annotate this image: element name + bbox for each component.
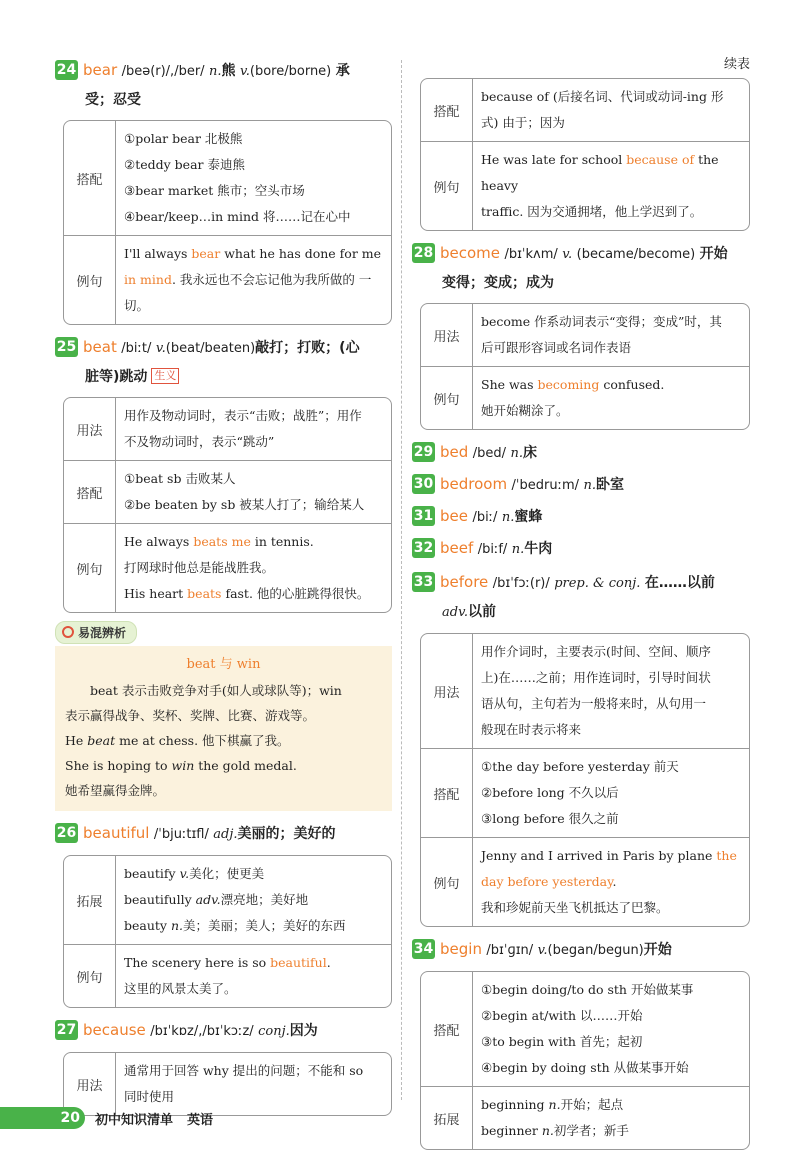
phonetic: /biːf/ xyxy=(477,542,508,557)
headword: bedroom xyxy=(440,475,508,493)
table-row xyxy=(421,748,749,837)
info-table xyxy=(63,120,392,325)
part-of-speech: adv. xyxy=(442,605,469,620)
row-label: 例句 xyxy=(421,838,473,926)
magnifier-icon xyxy=(62,626,74,638)
entry-beat xyxy=(55,333,392,613)
part-of-speech: v. xyxy=(239,64,250,79)
table-row xyxy=(64,398,391,460)
collocation: ③long before 很久之前 xyxy=(481,811,619,826)
table-row xyxy=(64,235,391,324)
part-of-speech: n. xyxy=(209,64,222,79)
table-row xyxy=(421,79,749,141)
collocation: ④bear/keep…in mind 将……记在心中 xyxy=(124,209,351,224)
confusable-title: 易混辨析 xyxy=(55,621,137,644)
phonetic: /bɪˈkʌm/ xyxy=(504,247,558,262)
row-label: 用法 xyxy=(421,634,473,748)
row-content xyxy=(116,461,391,523)
table-row xyxy=(64,121,391,235)
row-label: 搭配 xyxy=(64,121,116,235)
info-table xyxy=(420,971,750,1150)
entry-number: 24 xyxy=(56,62,77,78)
row-label: 拓展 xyxy=(64,856,116,944)
entry-head xyxy=(412,239,750,297)
part-of-speech: n. xyxy=(510,446,523,461)
collocation: ①beat sb 击败某人 xyxy=(124,471,236,486)
headword: bee xyxy=(440,507,468,525)
entry-become xyxy=(412,239,750,430)
info-table xyxy=(420,633,750,927)
headword: beat xyxy=(83,338,117,356)
row-content: beginning n.开始；起点 beginner n.初学者；新手 xyxy=(481,1097,629,1138)
collocation: ②teddy bear 泰迪熊 xyxy=(124,157,245,172)
entry-head xyxy=(55,333,392,391)
collocation: ②begin at/with 以……开始 xyxy=(481,1008,643,1023)
entry-number: 34 xyxy=(413,941,434,957)
entry-begin xyxy=(412,935,750,1150)
table-row xyxy=(64,1053,391,1115)
row-content xyxy=(116,121,391,235)
verb-forms: (became/become) xyxy=(576,247,696,262)
meaning-continued: 受；忍受 xyxy=(85,92,141,108)
meaning: 因为 xyxy=(289,1023,318,1039)
collocation: ④begin by doing sth 从做某事开始 xyxy=(481,1060,689,1075)
row-content: 用作介词时，主要表示(时间、空间、顺序 上)在……之前；用作连词时，引导时间状 语从句，主句若为一般将来时，从句用一 般现在时表示将来 xyxy=(481,644,711,737)
part-of-speech: v. xyxy=(537,943,548,958)
confusable-body: beat 与 win beat 表示击败竞争对手(如人或球队等)；win 表示赢得战争、奖杯、奖牌、比赛、游戏等。 He beat me at chess. 他下棋赢了我。 She is hoping to win the gold medal. 她希望赢得金牌。 xyxy=(55,646,392,811)
entry-head xyxy=(412,568,750,627)
entry-number: 32 xyxy=(413,540,434,556)
row-content: beautify v.美化；使更美 beautifully adv.漂亮地；美好地 beauty n.美；美丽；美人；美好的东西 xyxy=(124,866,346,933)
column-divider xyxy=(401,60,402,1100)
meaning: 蜜蜂 xyxy=(514,509,543,525)
verb-forms: (beat/beaten) xyxy=(165,341,256,356)
entry-number: 29 xyxy=(413,444,434,460)
entry-number: 30 xyxy=(413,476,434,492)
example-sentence: The scenery here is so beautiful. 这里的风景太美了。 xyxy=(124,955,331,996)
left-column xyxy=(55,52,392,1124)
table-row xyxy=(421,141,749,230)
meaning-continued: 以前 xyxy=(468,604,497,620)
table-row xyxy=(64,944,391,1007)
part-of-speech: v. xyxy=(155,341,166,356)
meaning: 开始 xyxy=(643,942,672,958)
collocation: ①polar bear 北极熊 xyxy=(124,131,243,146)
row-content: 用作及物动词时，表示“击败；战胜”；用作 不及物动词时，表示“跳动” xyxy=(124,408,362,449)
meaning: 卧室 xyxy=(595,477,624,493)
headword: because xyxy=(83,1021,146,1039)
page-number: 20 xyxy=(0,1107,85,1129)
part-of-speech: conj. xyxy=(258,1024,290,1039)
table-row xyxy=(421,634,749,748)
meaning: 开始 xyxy=(699,246,728,262)
page-footer xyxy=(0,1107,213,1129)
phonetic: /ˈbjuːtɪfl/ xyxy=(153,827,209,842)
row-label: 用法 xyxy=(421,304,473,366)
headword: bear xyxy=(83,61,118,79)
phonetic: /biː/ xyxy=(472,510,498,525)
part-of-speech: n. xyxy=(511,542,525,557)
info-table xyxy=(420,78,750,231)
headword: bed xyxy=(440,443,469,461)
meaning-continued: 变得；变成；成为 xyxy=(442,275,554,291)
headword: beef xyxy=(440,539,474,557)
row-label: 例句 xyxy=(64,236,116,324)
example-sentence: He always beats me in tennis. 打网球时他总是能战胜我。 His heart beats fast. 他的心脏跳得很快。 xyxy=(124,534,370,601)
table-row xyxy=(421,837,749,926)
confusable-subtitle: beat 与 win xyxy=(186,657,261,672)
info-table xyxy=(63,397,392,613)
entry-head xyxy=(55,1016,392,1046)
row-label: 拓展 xyxy=(421,1087,473,1149)
part-of-speech: prep. & conj. xyxy=(554,576,641,591)
part-of-speech: adj. xyxy=(213,827,238,842)
continued-label: 续表 xyxy=(723,57,750,72)
entry-bee xyxy=(412,502,750,532)
entry-number: 27 xyxy=(56,1022,77,1038)
entry-before xyxy=(412,568,750,927)
table-row xyxy=(64,523,391,612)
entry-number: 26 xyxy=(56,825,77,841)
entry-bed xyxy=(412,438,750,468)
meaning: 敲打；打败；(心 xyxy=(255,340,360,356)
headword: begin xyxy=(440,940,482,958)
entry-bedroom xyxy=(412,470,750,500)
meaning: 美丽的；美好的 xyxy=(237,826,336,842)
meaning-continued: 脏等)跳动 xyxy=(85,369,148,385)
table-row xyxy=(421,972,749,1086)
example-sentence: She was becoming confused. 她开始糊涂了。 xyxy=(481,377,665,418)
phonetic: /bed/ xyxy=(472,446,506,461)
meaning: 在……以前 xyxy=(644,575,715,591)
confusable-words-box xyxy=(55,621,392,811)
subject-label: 英语 xyxy=(187,1112,214,1128)
info-table xyxy=(63,855,392,1008)
collocation: ③bear market 熊市；空头市场 xyxy=(124,183,305,198)
collocation: ②be beaten by sb 被某人打了；输给某人 xyxy=(124,497,365,512)
part-of-speech: n. xyxy=(501,510,515,525)
row-label: 搭配 xyxy=(421,972,473,1086)
entry-bear xyxy=(55,56,392,325)
book-title: 初中知识清单 xyxy=(95,1112,174,1128)
row-label: 例句 xyxy=(64,945,116,1007)
verb-forms: (began/begun) xyxy=(547,943,644,958)
entry-beautiful xyxy=(55,819,392,1008)
entry-because xyxy=(55,1016,392,1116)
headword: beautiful xyxy=(83,824,150,842)
entry-head xyxy=(55,819,392,849)
table-row xyxy=(64,856,391,944)
verb-forms: (bore/borne) xyxy=(249,64,332,79)
part-of-speech: v. xyxy=(562,247,573,262)
phonetic: /bɪˈfɔː(r)/ xyxy=(492,576,550,591)
phonetic: /bɪˈkɒz/,/bɪˈkɔːz/ xyxy=(150,1024,254,1039)
entry-head xyxy=(55,56,392,114)
table-row xyxy=(421,304,749,366)
part-of-speech: n. xyxy=(583,478,596,493)
row-label: 例句 xyxy=(421,142,473,230)
right-column xyxy=(412,52,750,1151)
collocation: ②before long 不久以后 xyxy=(481,785,619,800)
row-content: 通常用于回答 why 提出的问题；不能和 so 同时使用 xyxy=(124,1063,364,1104)
table-row xyxy=(64,460,391,523)
collocation: ③to begin with 首先；起初 xyxy=(481,1034,643,1049)
entry-number: 28 xyxy=(413,245,434,261)
headword: before xyxy=(440,573,489,591)
row-content: because of (后接名词、代词或动词-ing 形 式) 由于；因为 xyxy=(481,89,724,130)
phonetic: /beə(r)/,/ber/ xyxy=(121,64,205,79)
row-label: 例句 xyxy=(64,524,116,612)
phonetic: /biːt/ xyxy=(121,341,152,356)
headword: become xyxy=(440,244,501,262)
phonetic: /bɪˈɡɪn/ xyxy=(486,943,534,958)
entry-head xyxy=(412,935,750,965)
row-label: 用法 xyxy=(64,1053,116,1115)
row-label: 搭配 xyxy=(421,79,473,141)
row-content xyxy=(473,972,749,1086)
table-row xyxy=(421,1086,749,1149)
collocation: ①begin doing/to do sth 开始做某事 xyxy=(481,982,694,997)
meaning: 熊 xyxy=(221,63,236,79)
phonetic: /ˈbedruːm/ xyxy=(511,478,579,493)
entry-number: 33 xyxy=(413,574,434,590)
row-content xyxy=(473,749,749,837)
meaning: 牛肉 xyxy=(524,541,553,557)
entry-beef xyxy=(412,534,750,564)
row-label: 搭配 xyxy=(421,749,473,837)
row-content: become 作系动词表示“变得；变成”时，其 后可跟形容词或名词作表语 xyxy=(481,314,722,355)
entry-number: 31 xyxy=(413,508,434,524)
meaning: 床 xyxy=(522,445,537,461)
row-label: 搭配 xyxy=(64,461,116,523)
entry-number: 25 xyxy=(56,339,77,355)
table-row xyxy=(421,366,749,429)
example-sentence: Jenny and I arrived in Paris by plane the day before yesterday. 我和珍妮前天坐飞机抵达了巴黎。 xyxy=(481,848,737,915)
meaning: 承 xyxy=(335,63,350,79)
new-meaning-tag: 生义 xyxy=(151,368,179,384)
collocation: ①the day before yesterday 前天 xyxy=(481,759,679,774)
example-sentence: He was late for school because of the heavy traffic. 因为交通拥堵，他上学迟到了。 xyxy=(481,152,719,219)
row-label: 用法 xyxy=(64,398,116,460)
example-sentence: I'll always bear what he has done for me in mind. 我永远也不会忘记他为我所做的 一切。 xyxy=(124,246,382,313)
row-label: 例句 xyxy=(421,367,473,429)
info-table xyxy=(420,303,750,430)
